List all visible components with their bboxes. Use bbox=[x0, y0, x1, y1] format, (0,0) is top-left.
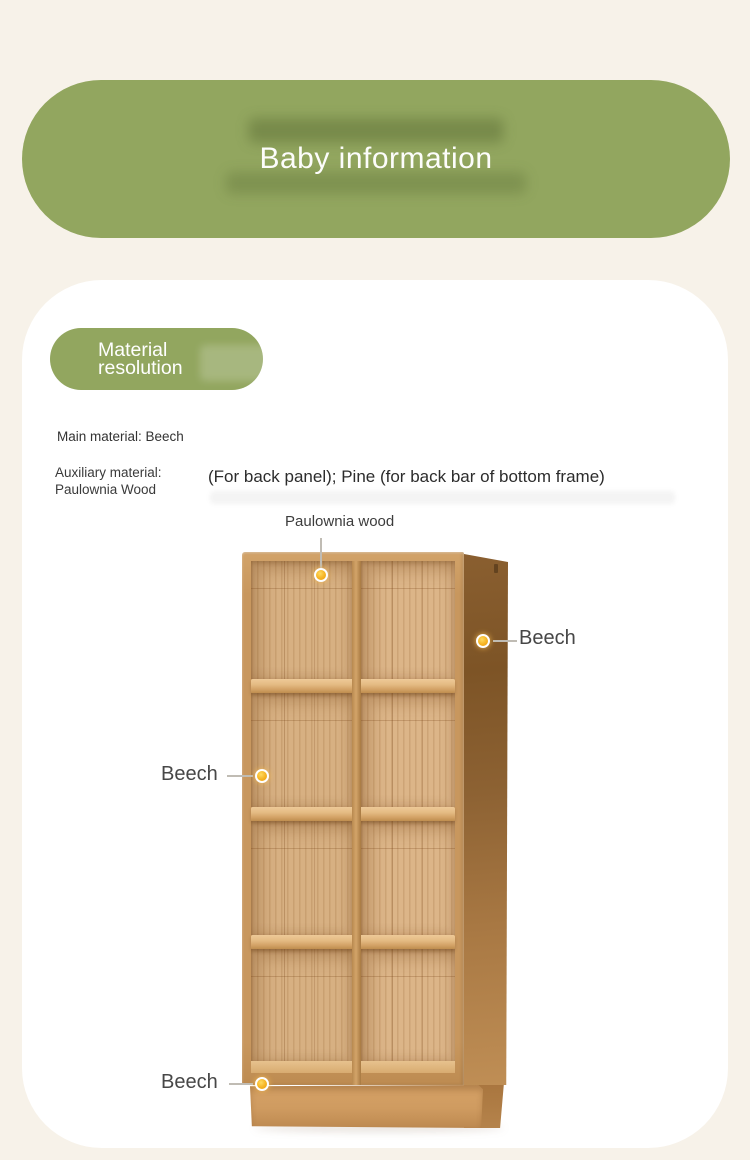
shelf-cell bbox=[251, 821, 352, 935]
shelf-cell bbox=[251, 561, 352, 679]
callout-label-beech-bottom: Beech bbox=[161, 1071, 218, 1093]
header-banner bbox=[22, 80, 730, 238]
shelf-cell bbox=[361, 561, 455, 679]
auxiliary-material-line-2: Paulownia Wood bbox=[55, 482, 157, 497]
callout-dot bbox=[255, 1077, 269, 1091]
shelf-cell bbox=[361, 821, 455, 935]
auxiliary-material-label bbox=[55, 464, 162, 498]
callout-label-beech-right: Beech bbox=[519, 627, 576, 649]
leader-line bbox=[229, 1083, 253, 1085]
badge-line-2: resolution bbox=[98, 357, 183, 379]
shelf-cell bbox=[251, 949, 352, 1061]
brand-mark bbox=[494, 564, 498, 573]
callout-dot bbox=[314, 568, 328, 582]
main-material-text: Main material: Beech bbox=[57, 429, 184, 444]
leader-line bbox=[227, 775, 253, 777]
badge-line-1: Material bbox=[98, 339, 168, 361]
ghost-text-artifact bbox=[210, 491, 675, 504]
auxiliary-material-detail: (For back panel); Pine (for back bar of bottom frame) bbox=[208, 467, 605, 486]
bookshelf-illustration bbox=[240, 552, 508, 1130]
plinth-base bbox=[250, 1085, 483, 1128]
shelf-cell bbox=[361, 693, 455, 807]
callout-dot bbox=[255, 769, 269, 783]
ghost-text-artifact bbox=[249, 118, 504, 143]
callout-label-paulownia: Paulownia wood bbox=[285, 513, 395, 530]
shelf-cell bbox=[361, 949, 455, 1061]
shelf-cell bbox=[251, 693, 352, 807]
auxiliary-material-line-1: Auxiliary material: bbox=[55, 465, 162, 480]
bookshelf-side-panel bbox=[464, 554, 508, 1085]
callout-dot bbox=[476, 634, 490, 648]
ghost-text-artifact bbox=[200, 345, 280, 381]
center-divider bbox=[352, 561, 361, 1085]
leader-line bbox=[320, 538, 322, 568]
callout-label-beech-left: Beech bbox=[161, 763, 218, 785]
leader-line bbox=[493, 640, 517, 642]
page-title: Baby information bbox=[259, 142, 493, 175]
